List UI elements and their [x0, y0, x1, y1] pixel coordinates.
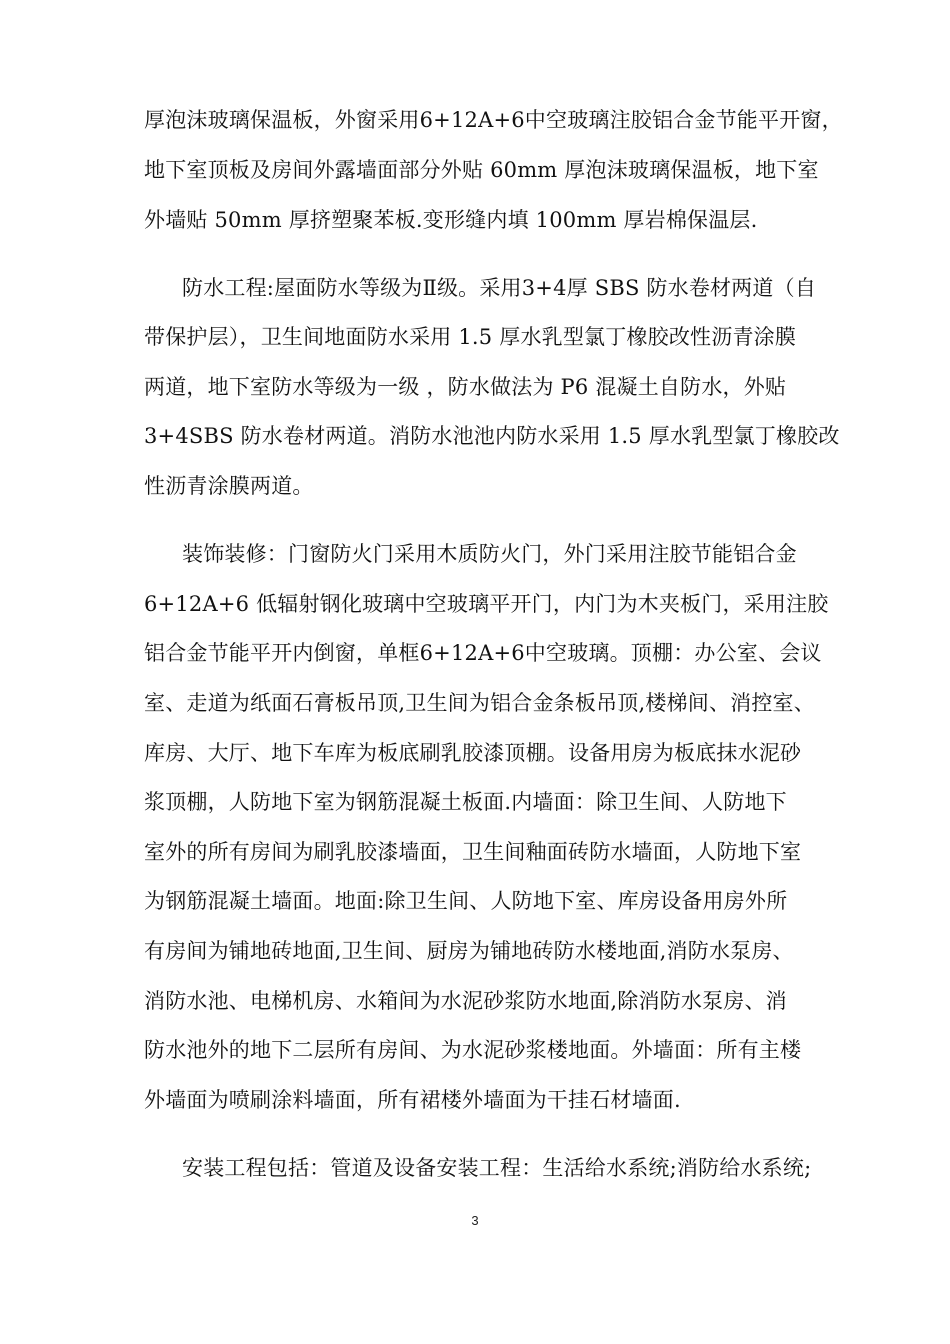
text-line: 外墙面为喷刷涂料墙面，所有裙楼外墙面为干挂石材墙面. — [144, 1088, 681, 1112]
text-line: 室、走道为纸面石膏板吊顶,卫生间为铝合金条板吊顶,楼梯间、消控室、 — [144, 691, 815, 715]
text-line: 室外的所有房间为刷乳胶漆墙面，卫生间釉面砖防水墙面，人防地下室 — [144, 840, 802, 864]
text-line: 性沥青涂膜两道。 — [144, 474, 314, 498]
text-line: 有房间为铺地砖地面,卫生间、厨房为铺地砖防水楼地面,消防水泵房、 — [144, 939, 794, 963]
text-line: 库房、大厅、地下车库为板底刷乳胶漆顶棚。设备用房为板底抹水泥砂 — [144, 741, 802, 765]
text-line: 地下室顶板及房间外露墙面部分外贴 60mm 厚泡沫玻璃保温板，地下室 — [144, 158, 819, 182]
text-line: 外墙贴 50mm 厚挤塑聚苯板.变形缝内填 100mm 厚岩棉保温层. — [144, 208, 758, 232]
text-line: 带保护层），卫生间地面防水采用 1.5 厚水乳型氯丁橡胶改性沥青涂膜 — [144, 325, 797, 349]
page-number: 3 — [471, 1213, 479, 1228]
text-line: 消防水池、电梯机房、水箱间为水泥砂浆防水地面,除消防水泵房、消 — [144, 989, 787, 1013]
text-line: 铝合金节能平开内倒窗，单框6+12A+6中空玻璃。顶棚：办公室、会议 — [144, 641, 822, 665]
text-line: 浆顶棚，人防地下室为钢筋混凝土板面.内墙面：除卫生间、人防地下 — [144, 790, 787, 814]
text-line: 防水池外的地下二层所有房间、为水泥砂浆楼地面。外墙面：所有主楼 — [144, 1038, 802, 1062]
paragraph-first-line: 防水工程:屋面防水等级为Ⅱ级。采用3+4厚 SBS 防水卷材两道（自 — [182, 276, 817, 300]
paragraph-first-line: 安装工程包括：管道及设备安装工程：生活给水系统;消防给水系统; — [182, 1156, 812, 1180]
text-line: 为钢筋混凝土墙面。地面:除卫生间、人防地下室、库房设备用房外所 — [144, 889, 788, 913]
text-line: 3+4SBS 防水卷材两道。消防水池池内防水采用 1.5 厚水乳型氯丁橡胶改 — [144, 424, 840, 448]
paragraph-first-line: 装饰装修：门窗防火门采用木质防火门，外门采用注胶节能铝合金 — [182, 542, 797, 566]
text-line: 厚泡沫玻璃保温板，外窗采用6+12A+6中空玻璃注胶铝合金节能平开窗， — [144, 108, 843, 132]
text-line: 6+12A+6 低辐射钢化玻璃中空玻璃平开门，内门为木夹板门，采用注胶 — [144, 592, 829, 616]
text-line: 两道，地下室防水等级为一级 ，防水做法为 P6 混凝土自防水，外贴 — [144, 375, 787, 399]
